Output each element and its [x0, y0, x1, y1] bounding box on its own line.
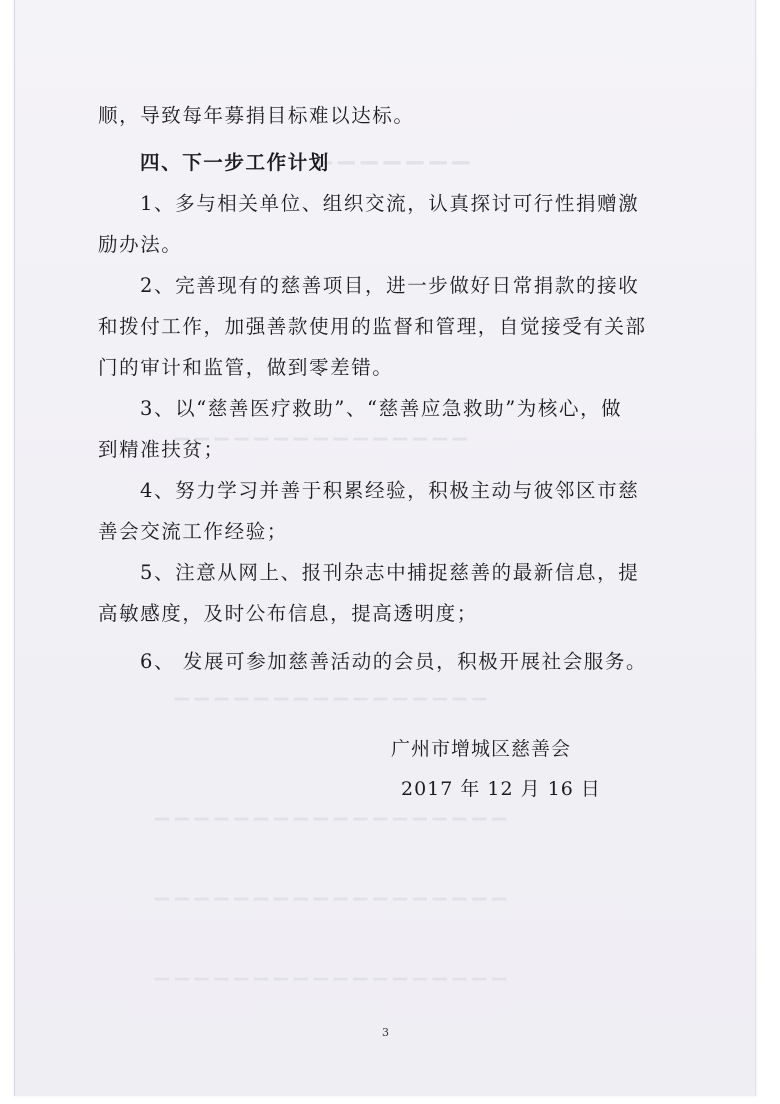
body-line: 3、以“慈善医疗救助”、“慈善应急救助”为核心，做 — [140, 397, 623, 420]
bleed-through-shadow: ▁▁▁▁▁▁▁▁▁▁▁▁▁▁▁▁▁▁ — [155, 800, 513, 821]
body-line: 5、注意从网上、报刊杂志中捕捉慈善的最新信息，提 — [140, 561, 640, 584]
body-line: 顺，导致每年募捐目标难以达标。 — [98, 104, 415, 127]
section-heading: 四、下一步工作计划 — [140, 151, 330, 174]
body-line: 善会交流工作经验； — [98, 520, 288, 543]
body-line: 门的审计和监管，做到零差错。 — [98, 356, 394, 379]
body-line: 励办法。 — [98, 233, 183, 256]
body-line: 2、完善现有的慈善项目，进一步做好日常捐款的接收 — [140, 274, 640, 297]
body-line: 到精准扶贫； — [98, 438, 225, 461]
bleed-through-shadow: ▁▁▁▁▁▁▁▁▁▁▁▁▁▁▁▁▁▁ — [155, 960, 513, 981]
bleed-through-shadow: ▁▁▁▁▁▁▁ — [315, 140, 476, 165]
signature-organization: 广州市增城区慈善会 — [391, 738, 572, 760]
bleed-through-shadow: ▁▁▁▁▁▁▁▁▁▁▁▁▁▁▁▁▁▁ — [155, 880, 513, 901]
bleed-through-shadow: ▁▁▁▁▁▁▁▁▁▁▁▁▁▁▁▁ — [175, 680, 493, 701]
body-line: 6、 发展可参加慈善活动的会员，积极开展社会服务。 — [140, 650, 648, 673]
signature-date: 2017 年 12 月 16 日 — [401, 778, 601, 800]
page-number: 3 — [382, 1026, 389, 1039]
body-line: 1、多与相关单位、组织交流，认真探讨可行性捐赠激 — [140, 192, 640, 215]
body-line: 和拨付工作，加强善款使用的监督和管理，自觉接受有关部 — [98, 315, 647, 338]
body-line: 4、努力学习并善于积累经验，积极主动与彼邻区市慈 — [140, 479, 640, 502]
bleed-through-shadow: ▁▁▁▁▁▁▁▁▁▁▁▁▁▁▁ — [175, 420, 473, 441]
document-page — [14, 0, 756, 1096]
body-line: 高敏感度，及时公布信息，提高透明度； — [98, 602, 478, 625]
